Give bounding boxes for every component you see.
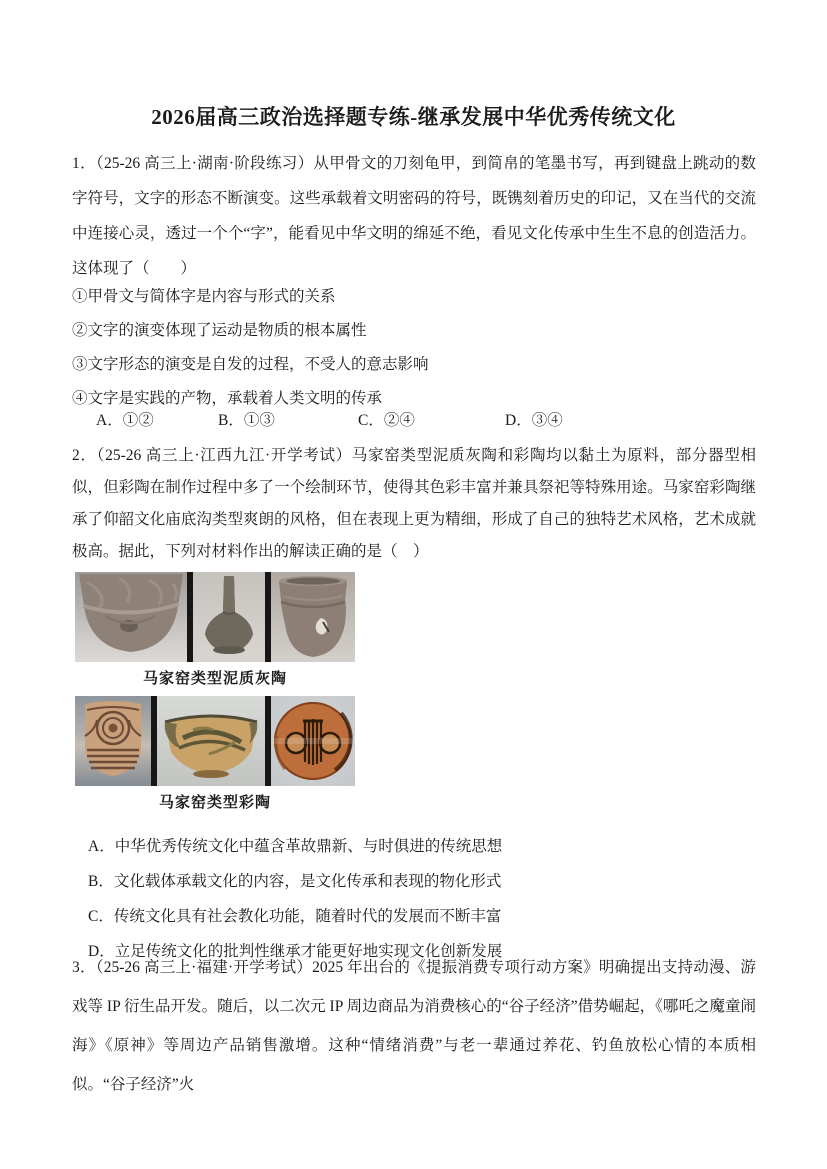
figure-caption-gray: 马家窑类型泥质灰陶 [142,671,287,687]
question-1-statements [72,280,756,416]
q1-choice-c: C．②④ [358,412,415,429]
page-title: 2026届高三政治选择题专练-继承发展中华优秀传统文化 [151,105,676,129]
figure-painted-pottery-strip [75,696,355,786]
photo-gray-pottery-fragment [75,572,187,662]
figure-gray-pottery-strip [75,572,355,662]
photo-painted-pottery-bowl [157,696,265,786]
statement-3: ③文字形态的演变是自发的过程，不受人的意志影响 [72,356,429,373]
photo-painted-pottery-plate [271,696,355,786]
question-3-stem: 3．（25-26 高三上·福建·开学考试）2025 年出台的《提振消费专项行动方案》明确提出支持动漫、游戏等 IP 衍生品开发。随后，以二次元 IP 周边商品为消费核心的“谷子经济”借势崛起，《哪吒之魔童闹海》《原神》等周边产品销售激增。这种“情绪消费”与老一辈通过养花、钓鱼放松心情的本质相似。“谷子经济”火 [72,959,756,1093]
q1-choice-b: B．①③ [218,412,275,429]
photo-gray-pottery-vase [193,572,265,662]
q2-choice-d: D．立足传统文化的批判性继承才能更好地实现文化创新发展 [88,943,503,960]
photo-gray-pottery-jar [271,572,355,662]
statement-1: ①甲骨文与简体字是内容与形式的关系 [72,288,336,305]
question-2-stem: 2．（25-26 高三上·江西九江·开学考试）马家窑类型泥质灰陶和彩陶均以黏土为原料，部分器型相似，但彩陶在制作过程中多了一个绘制环节，使得其色彩丰富并兼具祭祀等特殊用途。马家窑彩陶继承了仰韶文化庙底沟类型爽朗的风格，但在表现上更为精细，形成了自己的独特艺术风格，艺术成就极高。据此，下列对材料作出的解读正确的是（ ） [72,447,756,560]
q1-choice-d: D．③④ [505,412,563,429]
statement-4: ④文字是实践的产物，承载着人类文明的传承 [72,390,383,407]
question-1-choices [72,408,756,434]
q1-choice-a: A．①② [96,412,154,429]
figure-caption-painted: 马家窑类型彩陶 [158,795,271,811]
photo-painted-pottery-jar [75,696,151,786]
statement-2: ②文字的演变体现了运动是物质的根本属性 [72,322,367,339]
q2-choice-a: A．中华优秀传统文化中蕴含革故鼎新、与时俱进的传统思想 [88,838,503,855]
q2-choice-b: B．文化载体承载文化的内容，是文化传承和表现的物化形式 [88,873,502,890]
question-1-stem: 1．（25-26 高三上·湖南·阶段练习）从甲骨文的刀刻龟甲，到简帛的笔墨书写，再到键盘上跳动的数字符号，文字的形态不断演变。这些承载着文明密码的符号，既镌刻着历史的印记，又在当代的交流中连接心灵，透过一个个“字”，能看见中华文明的绵延不绝，看见文化传承中生生不息的创造活力。这体现了（ ） [72,155,756,277]
q2-choice-c: C．传统文化具有社会教化功能，随着时代的发展而不断丰富 [88,908,502,925]
